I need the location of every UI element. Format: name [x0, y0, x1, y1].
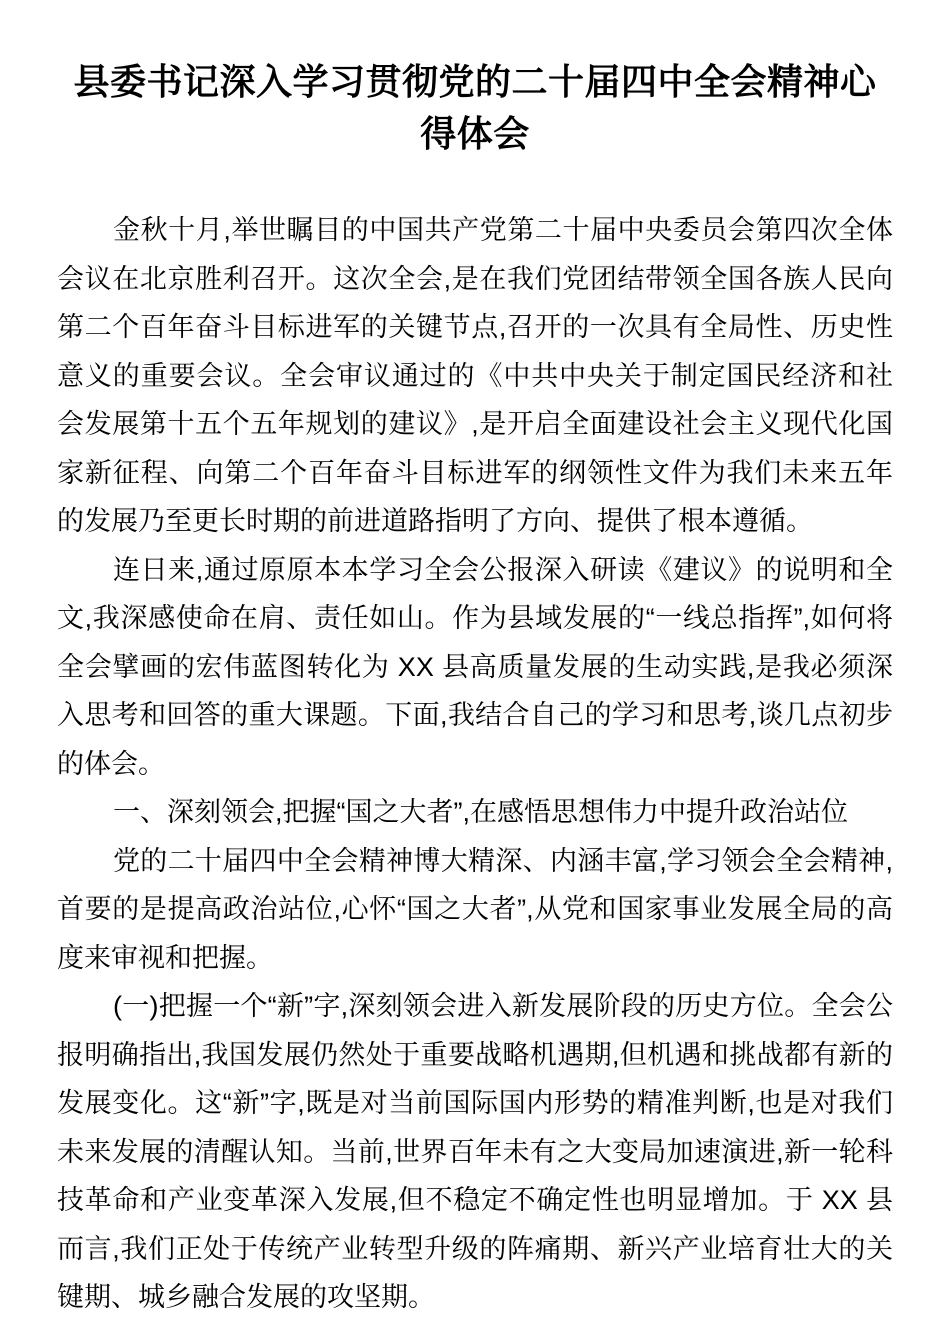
document-body	[0, 206, 950, 1322]
body-paragraph: 金秋十月,举世瞩目的中国共产党第二十届中央委员会第四次全体会议在北京胜利召开。这次全会,是在我们党团结带领全国各族人民向第二个百年奋斗目标进军的关键节点,召开的一次具有全局性、历史性意义的重要会议。全会审议通过的《中共中央关于制定国民经济和社会发展第十五个五年规划的建议》,是开启全面建设社会主义现代化国家新征程、向第二个百年奋斗目标进军的纲领性文件为我们未来五年的发展乃至更长时期的前进道路指明了方向、提供了根本遵循。	[57, 215, 893, 536]
section-heading-1: 一、深刻领会,把握“国之大者”,在感悟思想伟力中提升政治站位	[113, 797, 848, 827]
body-paragraph: 连日来,通过原原本本学习全会公报深入研读《建议》的说明和全文,我深感使命在肩、责任如山。作为县域发展的“一线总指挥”,如何将全会擘画的宏伟蓝图转化为 XX 县高质量发展的生动实践,是我必须深入思考和回答的重大课题。下面,我结合自己的学习和思考,谈几点初步的体会。	[57, 554, 893, 779]
body-paragraph: (一)把握一个“新”字,深刻领会进入新发展阶段的历史方位。全会公报明确指出,我国发展仍然处于重要战略机遇期,但机遇和挑战都有新的发展变化。这“新”字,既是对当前国际国内形势的精准判断,也是对我们未来发展的清醒认知。当前,世界百年未有之大变局加速演进,新一轮科技革命和产业变革深入发展,但不稳定不确定性也明显增加。于 XX 县而言,我们正处于传统产业转型升级的阵痛期、新兴产业培育壮大的关键期、城乡融合发展的攻坚期。	[57, 991, 893, 1312]
page-title: 县委书记深入学习贯彻党的二十届四中全会精神心得体会	[73, 61, 877, 154]
body-paragraph: 党的二十届四中全会精神博大精深、内涵丰富,学习领会全会精神,首要的是提高政治站位,心怀“国之大者”,从党和国家事业发展全局的高度来审视和把握。	[57, 845, 893, 973]
